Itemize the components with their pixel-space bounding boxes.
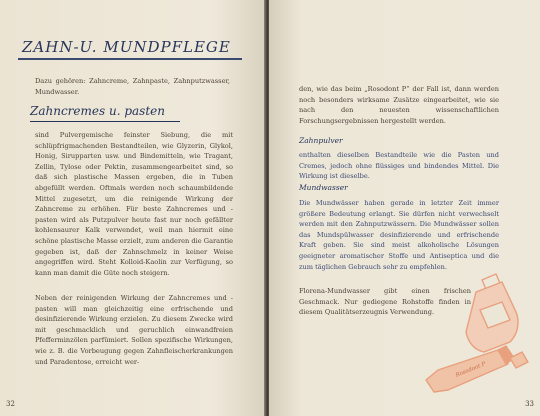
page-number-left: 32 — [6, 400, 15, 408]
intro-paragraph: Dazu gehören: Zahncreme, Zahnpaste, Zahnputzwasser, Mundwasser. — [35, 77, 230, 96]
paragraph-zahncremes: sind Pulvergemische feinster Siebung, die mit schlüpfrigmachenden Bestandteilen, wie Glyzerin, Glykol, Honig, Sirupparten usw. und Bindemitteln, wie Tragant, Zellin, Tylose oder Pektin, zusammengearbeitet sind, so daß sich plastische Massen ergeben, die in Tuben abgefüllt werden. Oftmals werden noch schaumbildende Mittel zugesetzt, um die reinigende Wirkung der Zahncreme zu erhöhen. Für beste Zahncremes und -pasten wird als Putzpulver heute fast nur noch gefällter kohlensaurer Kalk verwendet, weil man hiermit eine schöne plastische Masse erzielt, zum anderen die Garantie gegeben ist, daß der Zahnschmelz in keiner Weise angegriffen wird. Steht Kolloid-Kaolin zur Verfügung, so kann man damit die Güte noch steigern. — [35, 131, 233, 277]
heading-mundwasser: Mundwasser — [299, 183, 348, 192]
title-underline — [18, 58, 242, 60]
paragraph-mundwasser: Die Mundwässer haben gerade in letzter Zeit immer größere Bedeutung erlangt. Sie dürfen nicht verwechselt werden mit den Zahnputzwässern. Die Mundwässer sollen das Mundspülwasser desinfizierende und erfrischende Kraft geben. Sie sind meist alkoholische Lösungen geeigneter aromatischer Stoffe und Antiseptica und die zum täglichen Gebrauch sehr zu empfehlen. — [299, 199, 499, 271]
paragraph-wirkung: Neben der reinigenden Wirkung der Zahncremes und -pasten will man gleichzeitig eine erfrischende und desinfizierende Wirkung erzielen. Zu diesem Zwecke wird mit geschmacklich und geruchlich einwandfreien Pfefferminzölen parfümiert. Sollen spezifische Wirkungen, wie z. B. die Vorbeugung gegen Zahnfleischerkrankungen und Paradentose, erreicht wer- — [35, 294, 233, 366]
toothpaste-illustration — [424, 270, 529, 395]
section-heading-zahncremes: Zahncremes u. pasten — [30, 104, 165, 118]
section-heading-underline — [30, 121, 180, 122]
tube-label: Rosodont P — [455, 361, 487, 379]
paragraph-florena: Florena-Mundwasser gibt einen frischen Geschmack. Nur gediegene Rohstoffe finden in diesem Qualitätserzeugnis Verwendung. — [299, 287, 471, 317]
left-page — [0, 0, 266, 416]
heading-zahnpulver: Zahnpulver — [299, 136, 343, 145]
page-title: ZAHN-U. MUNDPFLEGE — [22, 38, 231, 56]
right-page — [269, 0, 540, 416]
paragraph-zahnpulver: enthalten dieselben Bestandteile wie die Pasten und Cremes, jedoch ohne flüssiges und bindendes Mittel. Die Wirkung ist dieselbe. — [299, 151, 499, 181]
paragraph-continuation: den, wie das beim „Rosodont P“ der Fall ist, dann werden noch besonders wirksame Zusätze eingearbeitet, wie sie nach den neuesten wissenschaftlichen Forschungsergebnissen hergestellt werden. — [299, 85, 499, 125]
page-number-right: 33 — [525, 400, 534, 408]
